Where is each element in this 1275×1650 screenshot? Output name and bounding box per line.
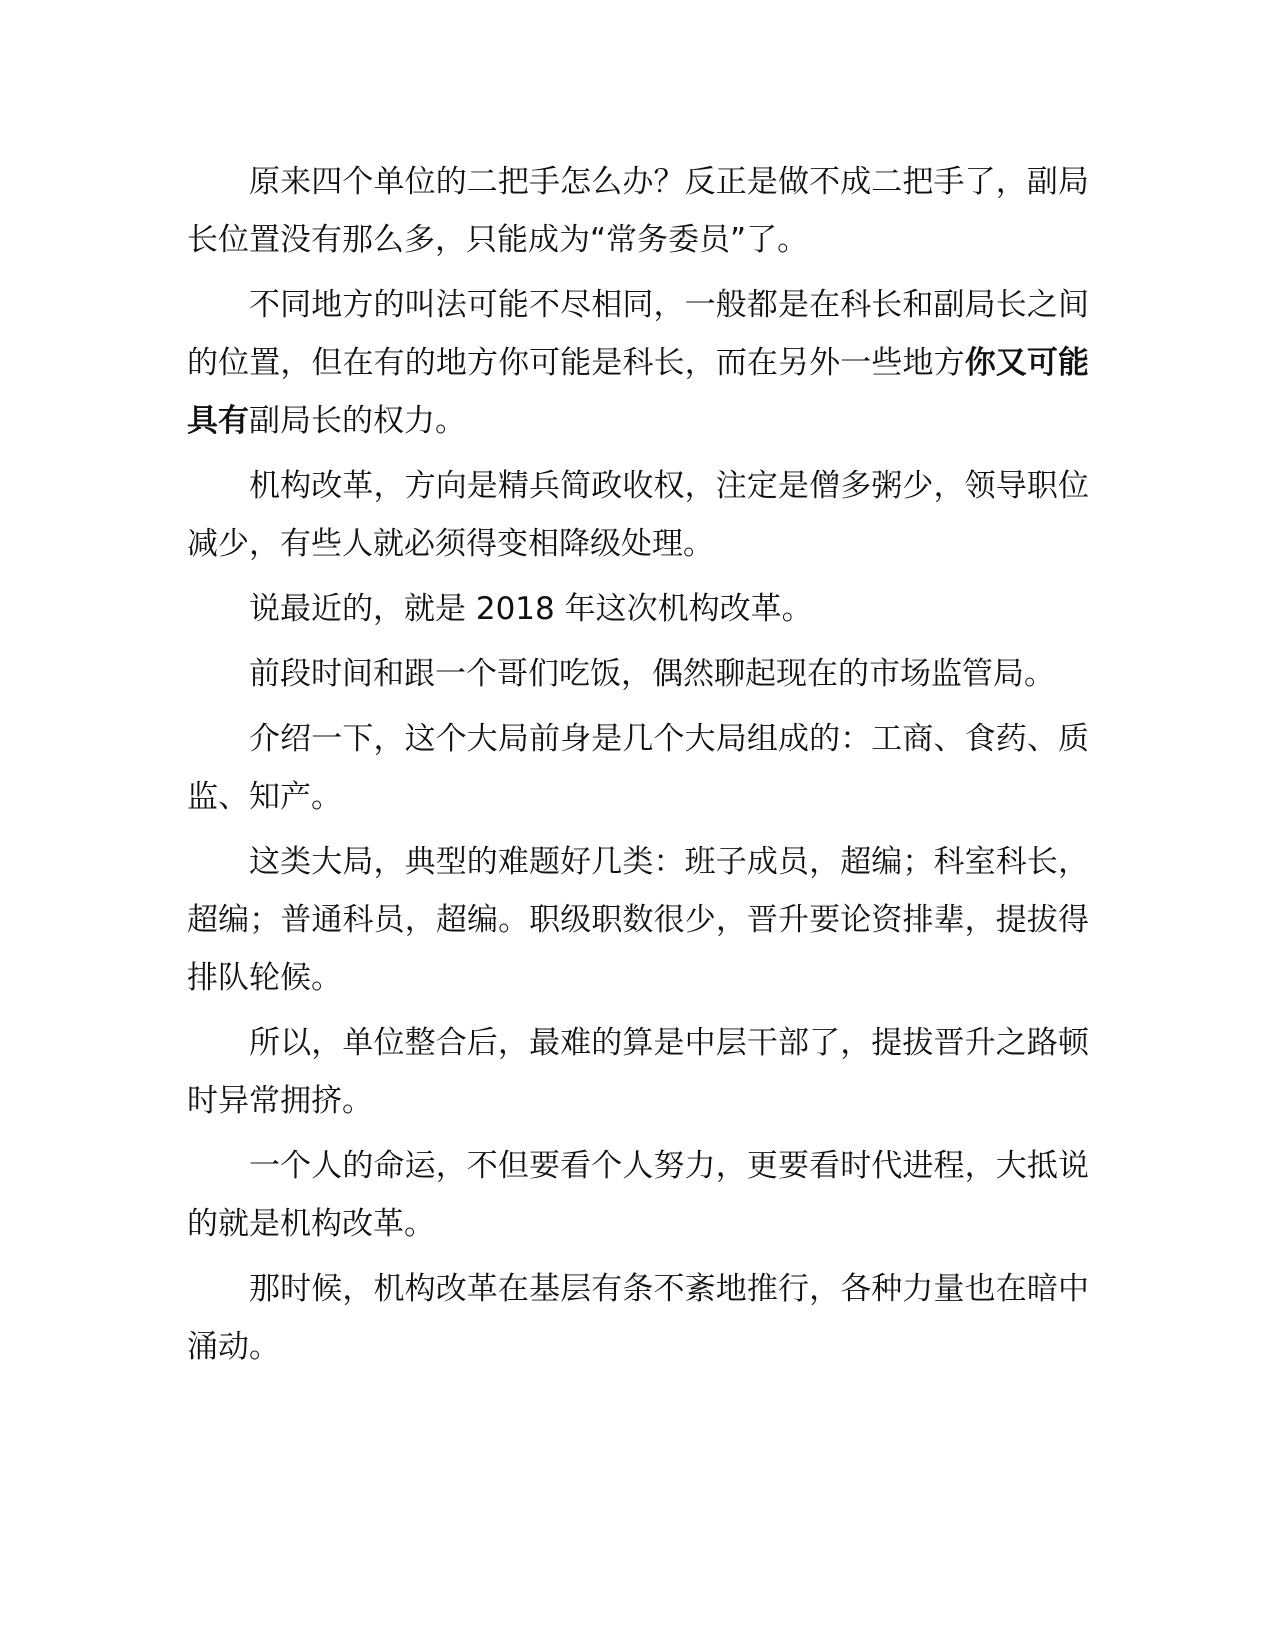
paragraph-2-tail-text: 副局长的权力。: [249, 403, 466, 439]
paragraph-1: 原来四个单位的二把手怎么办？反正是做不成二把手了，副局长位置没有那么多，只能成为“常务委员”了。: [187, 164, 1089, 258]
paragraph-8: 所以，单位整合后，最难的算是中层干部了，提拔晋升之路顿时异常拥挤。: [187, 1025, 1089, 1119]
paragraph-4: 说最近的，就是 2018 年这次机构改革。: [249, 591, 813, 627]
paragraph-3: 机构改革，方向是精兵简政收权，注定是僧多粥少，领导职位减少，有些人就必须得变相降级处理。: [187, 468, 1089, 562]
paragraph-7: 这类大局，典型的难题好几类：班子成员，超编；科室科长，超编；普通科员，超编。职级职数很少，晋升要论资排辈，提拔得排队轮候。: [187, 844, 1089, 996]
paragraph-2-bold-text: 你又可能具有: [187, 345, 1090, 439]
paragraph-5: 前段时间和跟一个哥们吃饭，偶然聊起现在的市场监管局。: [249, 656, 1055, 692]
paragraph-10: 那时候，机构改革在基层有条不紊地推行，各种力量也在暗中涌动。: [187, 1271, 1089, 1365]
paragraph-2-text: 不同地方的叫法可能不尽相同，一般都是在科长和副局长之间的位置，但在有的地方你可能是科长，而在另外一些地方: [187, 287, 1089, 381]
paragraph-6: 介绍一下，这个大局前身是几个大局组成的：工商、食药、质监、知产。: [187, 721, 1089, 815]
document-body: [187, 153, 1089, 1383]
paragraph-9: 一个人的命运，不但要看个人努力，更要看时代进程，大抵说的就是机构改革。: [187, 1148, 1089, 1242]
paragraph-2: [187, 276, 1089, 450]
